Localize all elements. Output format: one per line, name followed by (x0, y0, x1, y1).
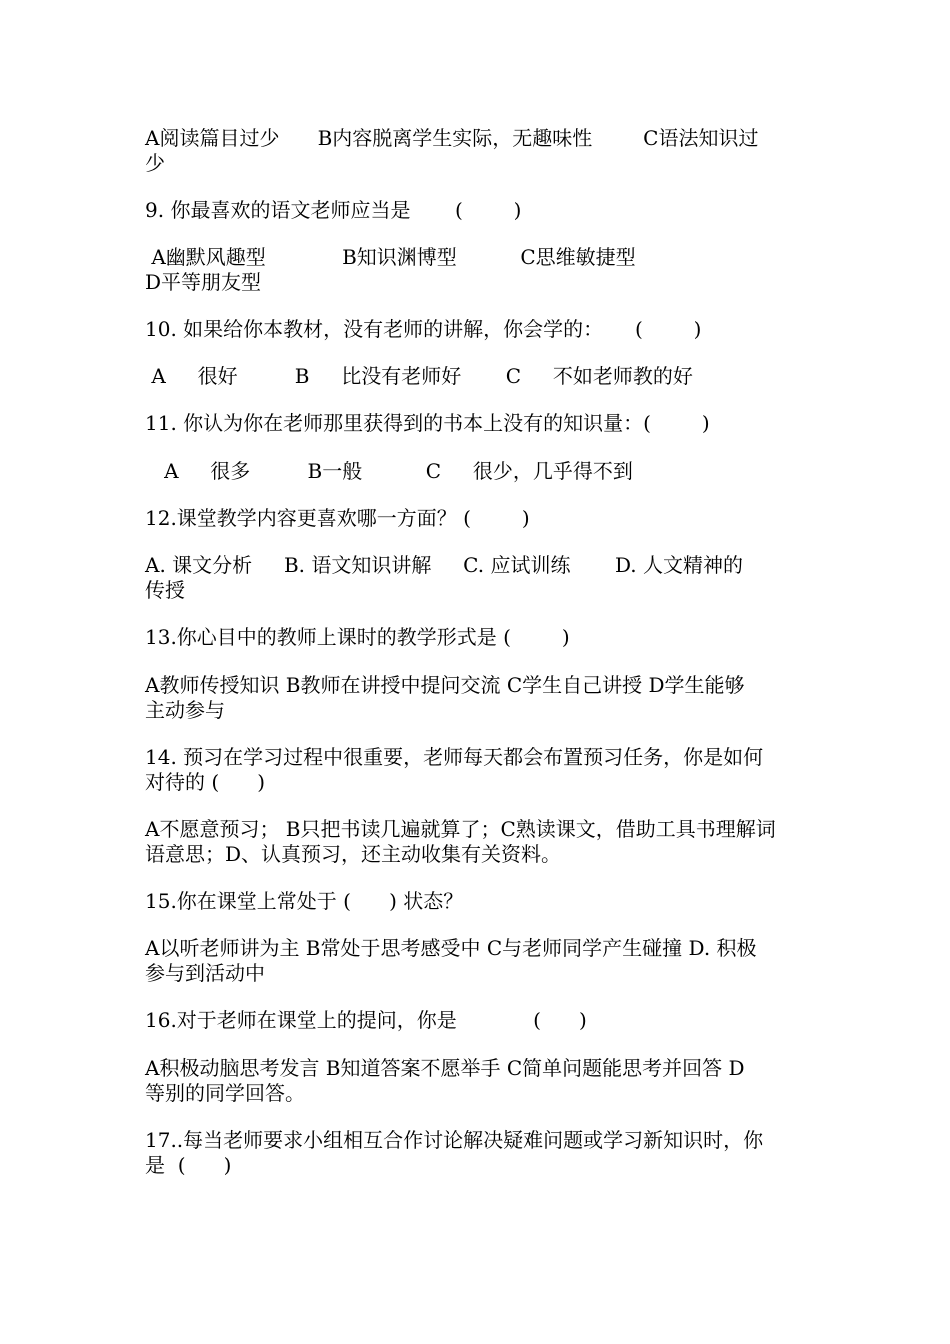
question-14-line2: 对待的 ( ) (145, 770, 266, 794)
q8-options-line2: 少 (145, 151, 165, 175)
question-11: 11. 你认为你在老师那里获得到的书本上没有的知识量：( ) (145, 411, 710, 435)
question-10: 10. 如果给你本教材，没有老师的讲解，你会学的： ( ) (145, 317, 702, 341)
question-17-line1: 17..每当老师要求小组相互合作讨论解决疑难问题或学习新知识时，你 (145, 1128, 764, 1152)
q16-options-line2: 等别的同学回答。 (145, 1081, 305, 1105)
question-14-line1: 14. 预习在学习过程中很重要，老师每天都会布置预习任务，你是如何 (145, 745, 764, 769)
question-15: 15.你在课堂上常处于 ( ) 状态？ (145, 889, 464, 913)
q14-options-line2: 语意思；D、认真预习，还主动收集有关资料。 (145, 842, 562, 866)
q9-options-line2: D平等朋友型 (145, 270, 262, 294)
q14-options-line1: A不愿意预习； B只把书读几遍就算了；C熟读课文，借助工具书理解词 (145, 817, 776, 841)
q12-options-line2: 传授 (145, 578, 185, 602)
question-17-line2: 是 ( ) (145, 1153, 232, 1177)
q12-options-line1: A. 课文分析 B. 语文知识讲解 C. 应试训练 D. 人文精神的 (145, 553, 743, 577)
question-9: 9. 你最喜欢的语文老师应当是 ( ) (145, 198, 522, 222)
question-16: 16.对于老师在课堂上的提问，你是 ( ) (145, 1008, 587, 1032)
q10-options: A 很好 B 比没有老师好 C 不如老师教的好 (145, 364, 693, 388)
q11-options: A 很多 B一般 C 很少，几乎得不到 (145, 459, 633, 483)
question-12: 12.课堂教学内容更喜欢哪一方面？ ( ) (145, 506, 530, 530)
q16-options-line1: A积极动脑思考发言 B知道答案不愿举手 C简单问题能思考并回答 D (145, 1056, 745, 1080)
q15-options-line1: A以听老师讲为主 B常处于思考感受中 C与老师同学产生碰撞 D. 积极 (145, 936, 757, 960)
q15-options-line2: 参与到活动中 (145, 961, 265, 985)
question-13: 13.你心目中的教师上课时的教学形式是 ( ) (145, 625, 570, 649)
q13-options-line1: A教师传授知识 B教师在讲授中提问交流 C学生自己讲授 D学生能够 (145, 673, 745, 697)
q13-options-line2: 主动参与 (145, 698, 225, 722)
q9-options-line1: A幽默风趣型 B知识渊博型 C思维敏捷型 (145, 245, 636, 269)
q8-options-line1: A阅读篇目过少 B内容脱离学生实际，无趣味性 C语法知识过 (145, 126, 759, 150)
